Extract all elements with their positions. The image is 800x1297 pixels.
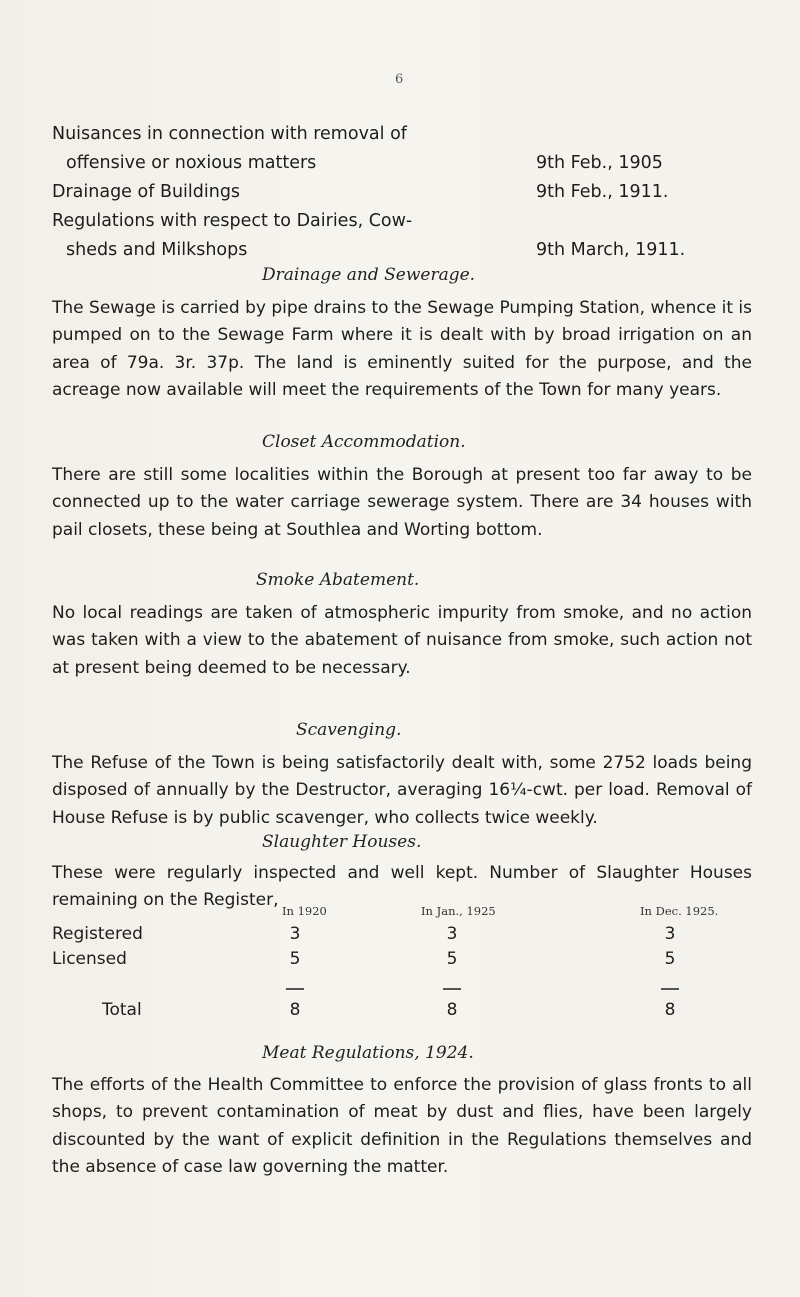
section-text-meat: [52, 1072, 752, 1182]
regulation-label: sheds and Milkshops: [66, 240, 248, 260]
regulation-label: Nuisances in connection with removal of: [52, 124, 407, 144]
table-cell: 5: [446, 949, 458, 969]
table-total-row: [52, 1000, 752, 1026]
table-cell: 3: [289, 924, 301, 944]
regulations-list: [52, 120, 742, 265]
table-row: [52, 924, 752, 950]
regulation-row: [52, 178, 742, 207]
total-rule: [443, 988, 461, 990]
table-cell: 8: [446, 1000, 458, 1020]
column-header: In 1920: [282, 904, 327, 918]
section-text-closet: [52, 462, 752, 544]
regulation-date: 9th Feb., 1911.: [536, 182, 669, 202]
table-cell: 5: [664, 949, 676, 969]
table-cell: 3: [446, 924, 458, 944]
regulation-label: offensive or noxious matters: [66, 153, 317, 173]
section-text-scavenging: [52, 750, 752, 832]
regulation-row: [52, 149, 742, 178]
table-cell: 8: [289, 1000, 301, 1020]
section-text-drainage: [52, 295, 752, 405]
paragraph: These were regularly inspected and well kept. Number of Slaughter Houses remaining on the Register,: [52, 863, 752, 911]
paragraph: The Sewage is carried by pipe drains to the Sewage Pumping Station, whence it is pumped on to the Sewage Farm where it is dealt with by broad irrigation on an area of 79a. 3r. 37p. The land is eminently suited for the purpose, and the acreage now available will meet the requirements of the Town for many years.: [52, 298, 752, 401]
regulation-label: Drainage of Buildings: [52, 182, 241, 202]
regulation-row: [52, 207, 742, 236]
paragraph: The Refuse of the Town is being satisfactorily dealt with, some 2752 loads being disposed of annually by the Destructor, averaging 16¼-cwt. per load. Removal of House Refuse is by public scavenger, who collects twice weekly.: [52, 753, 752, 828]
table-cell: 5: [289, 949, 301, 969]
row-label: Licensed: [52, 949, 127, 969]
paragraph: No local readings are taken of atmospheric impurity from smoke, and no action was taken with a view to the abatement of nuisance from smoke, such action not at present being deemed to be necessary.: [52, 603, 752, 678]
regulation-date: 9th Feb., 1905: [536, 153, 663, 173]
section-heading-meat: Meat Regulations, 1924.: [262, 1043, 474, 1063]
total-rule: [661, 988, 679, 990]
regulation-row: [52, 120, 742, 149]
section-heading-scavenging: Scavenging.: [296, 720, 402, 740]
regulation-date: 9th March, 1911.: [536, 240, 686, 260]
table-row: [52, 949, 752, 975]
paragraph: The efforts of the Health Committee to enforce the provision of glass fronts to all shops, to prevent contamination of meat by dust and flies, have been largely discounted by the want of explicit definition in the Regulations themselves and the absence of case law governing the matter.: [52, 1075, 752, 1178]
section-heading-slaughter: Slaughter Houses.: [262, 832, 422, 852]
row-label: Registered: [52, 924, 143, 944]
section-heading-smoke: Smoke Abatement.: [256, 570, 420, 590]
total-rule: [286, 988, 304, 990]
column-header: In Dec. 1925.: [640, 904, 719, 918]
page-number: 6: [395, 72, 404, 87]
section-heading-drainage: Drainage and Sewerage.: [262, 265, 476, 285]
table-cell: 8: [664, 1000, 676, 1020]
section-text-smoke: [52, 600, 752, 682]
total-label: Total: [102, 1000, 142, 1020]
regulation-row: [52, 236, 742, 265]
section-heading-closet: Closet Accommodation.: [262, 432, 466, 452]
paragraph: There are still some localities within the Borough at present too far away to be connected up to the water carriage sewerage system. There are 34 houses with pail closets, these being at Southlea and Worting bottom.: [52, 465, 752, 540]
regulation-label: Regulations with respect to Dairies, Cow-: [52, 211, 413, 231]
column-header: In Jan., 1925: [421, 904, 496, 918]
table-cell: 3: [664, 924, 676, 944]
